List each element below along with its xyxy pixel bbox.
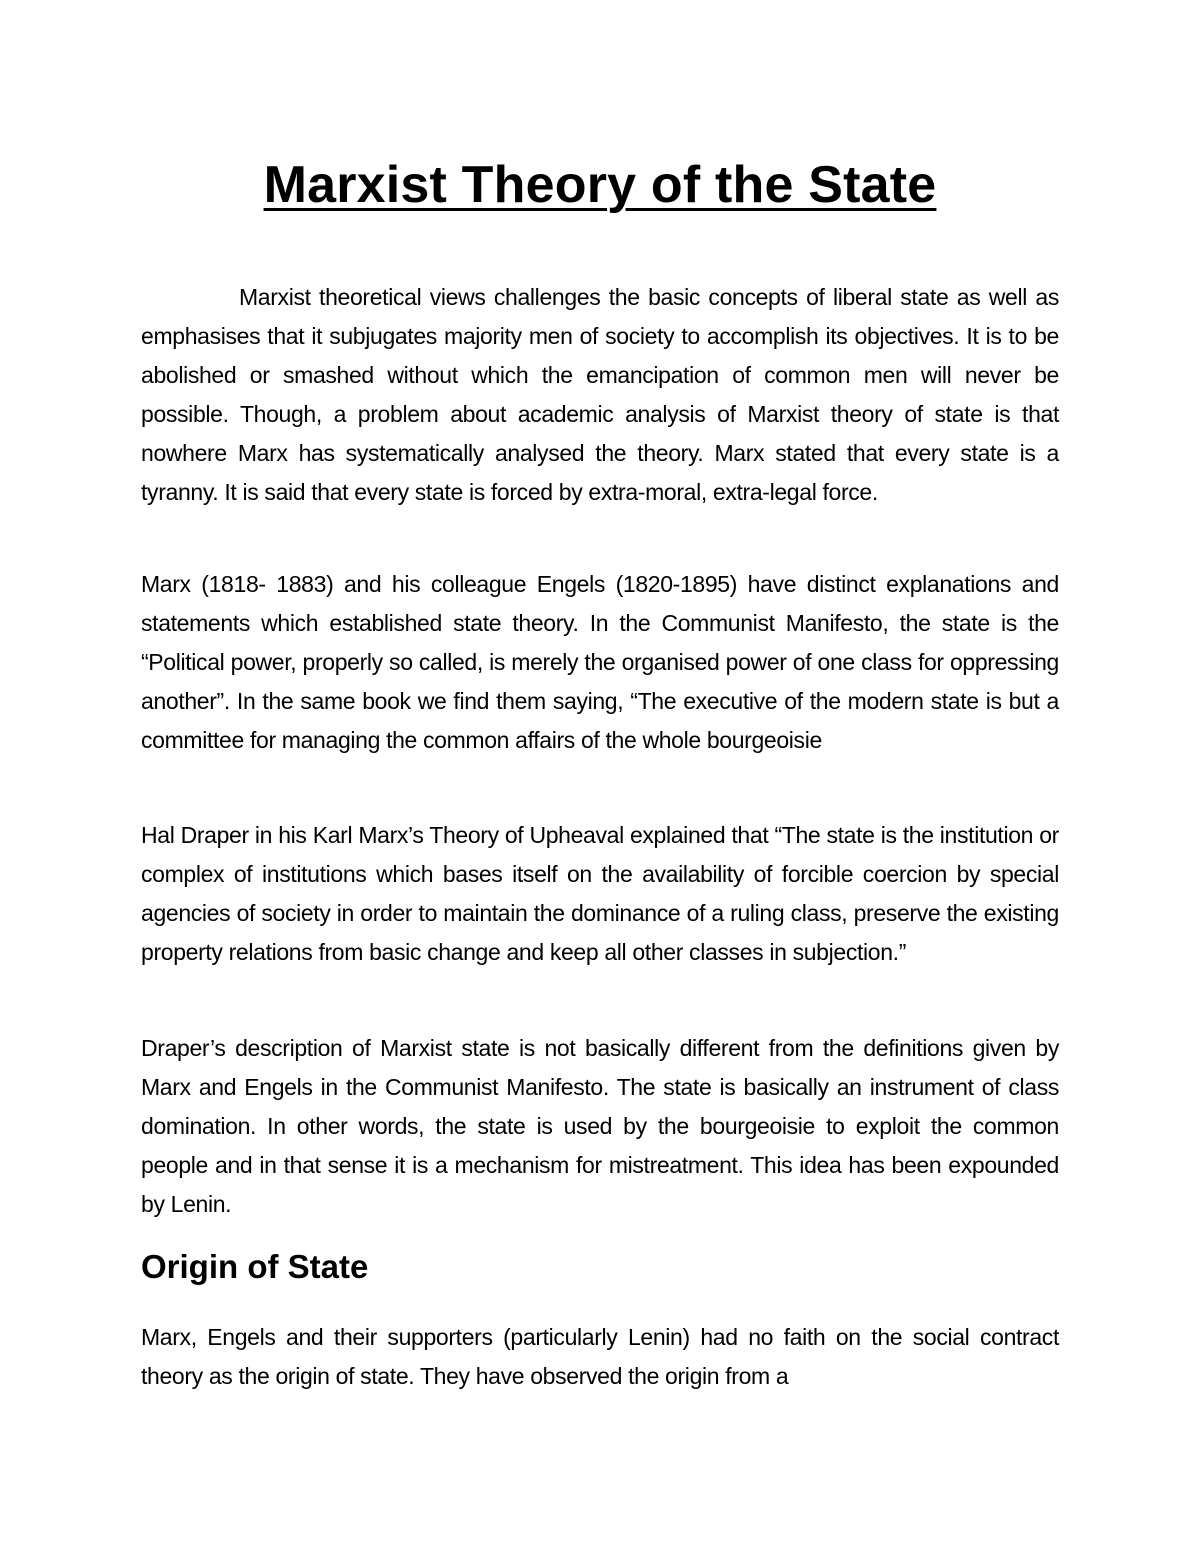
paragraph-origin: Marx, Engels and their supporters (particularly Lenin) had no faith on the social contract theory as the origin of state. They have observed the origin from a	[141, 1324, 1059, 1389]
paragraph-hal-draper: Hal Draper in his Karl Marx’s Theory of Upheaval explained that “The state is the institution or complex of institutions which bases itself on the availability of forcible coercion by special agencies of society in order to maintain the dominance of a ruling class, preserve the existing property relations from basic change and keep all other classes in subjection.”	[141, 822, 1059, 965]
paragraph-draper-description: Draper’s description of Marxist state is not basically different from the definitions given by Marx and Engels in the Communist Manifesto. The state is basically an instrument of class domination. In other words, the state is used by the bourgeoisie to exploit the common people and in that sense it is a mechanism for mistreatment. This idea has been expounded by Lenin.	[141, 1035, 1059, 1217]
section-heading-origin-of-state: Origin of State	[141, 1248, 369, 1285]
document-title: Marxist Theory of the State	[263, 156, 937, 214]
paragraph-intro: Marxist theoretical views challenges the basic concepts of liberal state as well as emphasises that it subjugates majority men of society to accomplish its objectives. It is to be abolished or smashed without which the emancipation of common men will never be possible. Though, a problem about academic analysis of Marxist theory of state is that nowhere Marx has systematically analysed the theory. Marx stated that every state is a tyranny. It is said that every state is forced by extra-moral, extra-legal force.	[141, 284, 1059, 505]
paragraph-marx-engels: Marx (1818- 1883) and his colleague Engels (1820-1895) have distinct explanations and statements which established state theory. In the Communist Manifesto, the state is the “Political power, properly so called, is merely the organised power of one class for oppressing another”. In the same book we find them saying, “The executive of the modern state is but a committee for managing the common affairs of the whole bourgeoisie	[141, 571, 1059, 753]
